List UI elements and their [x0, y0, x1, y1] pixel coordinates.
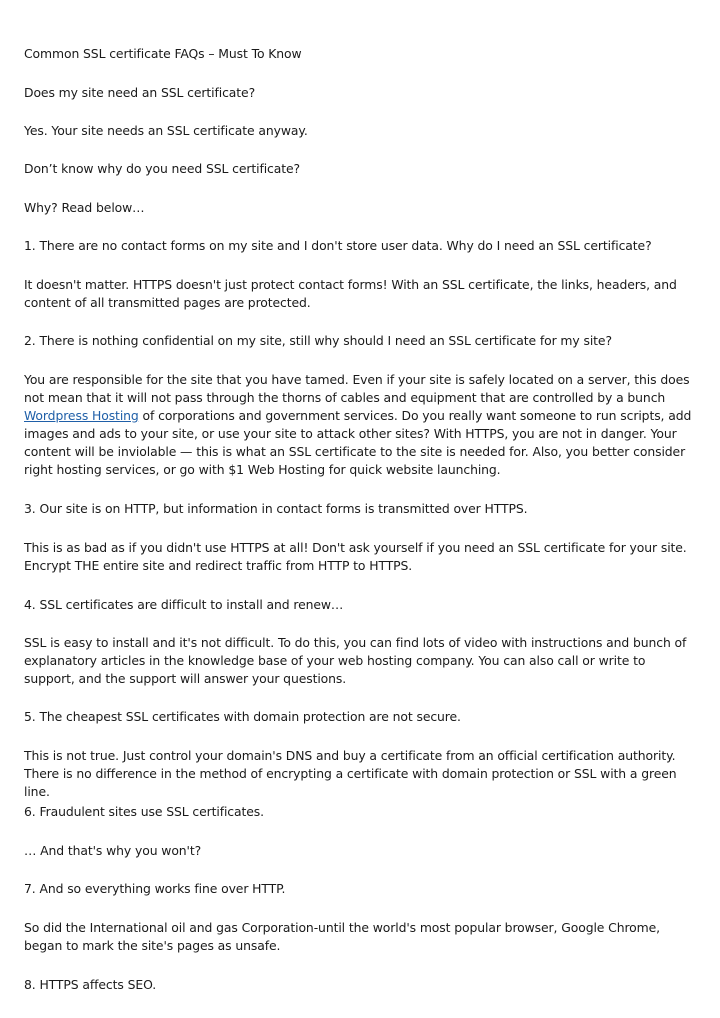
question-intro: Does my site need an SSL certificate? — [24, 85, 256, 100]
question-3: 3. Our site is on HTTP, but information in contact forms is transmitted over HTTPS. — [24, 501, 528, 516]
answer-4: SSL is easy to install and it's not difficult. To do this, you can find lots of video with instructions and bunch of explanatory articles in the knowledge base of your web hosting company. You can also call or write to support, and the support will answer your questions. — [24, 635, 687, 686]
answer-3: This is as bad as if you didn't use HTTPS at all! Don't ask yourself if you need an SSL certificate for your site. Encrypt THE entire site and redirect traffic from HTTP to HTTPS. — [24, 540, 687, 573]
document-title: Common SSL certificate FAQs – Must To Know — [24, 46, 302, 61]
question-2: 2. There is nothing confidential on my site, still why should I need an SSL certificate for my site? — [24, 333, 612, 348]
question-why: Don’t know why do you need SSL certificate? — [24, 161, 301, 176]
question-5: 5. The cheapest SSL certificates with domain protection are not secure. — [24, 709, 461, 724]
answer-7: So did the International oil and gas Corporation-until the world's most popular browser, Google Chrome, began to mark the site's pages as unsafe. — [24, 920, 660, 953]
why-read-below: Why? Read below… — [24, 200, 145, 215]
wordpress-hosting-link[interactable]: Wordpress Hosting — [24, 408, 139, 423]
answer-5: This is not true. Just control your domain's DNS and buy a certificate from an official certification authority. There is no difference in the method of encrypting a certificate with domain protection or SSL with a green line. — [24, 748, 677, 799]
answer-2-text-start: You are responsible for the site that you have tamed. Even if your site is safely located on a server, this does not mean that it will not pass through the thorns of cables and equipment that are controlled by a bunch — [24, 372, 690, 405]
answer-intro: Yes. Your site needs an SSL certificate anyway. — [24, 123, 308, 138]
question-4: 4. SSL certificates are difficult to install and renew… — [24, 597, 344, 612]
question-1: 1. There are no contact forms on my site and I don't store user data. Why do I need an SSL certificate? — [24, 238, 652, 253]
question-8: 8. HTTPS affects SEO. — [24, 977, 157, 992]
answer-2 — [24, 371, 692, 479]
question-6: 6. Fraudulent sites use SSL certificates. — [24, 804, 264, 819]
question-7: 7. And so everything works fine over HTTP. — [24, 881, 286, 896]
answer-1: It doesn't matter. HTTPS doesn't just protect contact forms! With an SSL certificate, the links, headers, and content of all transmitted pages are protected. — [24, 277, 677, 310]
answer-2-text-end: of corporations and government services. Do you really want someone to run scripts, add images and ads to your site, or use your site to attack other sites? With HTTPS, you are not in danger. Your content will be inviolable — this is what an SSL certificate to the site is needed for. Also, you better consider right hosting services, or go with $1 Web Hosting for quick website launching. — [24, 408, 692, 477]
answer-6: … And that's why you won't? — [24, 843, 202, 858]
